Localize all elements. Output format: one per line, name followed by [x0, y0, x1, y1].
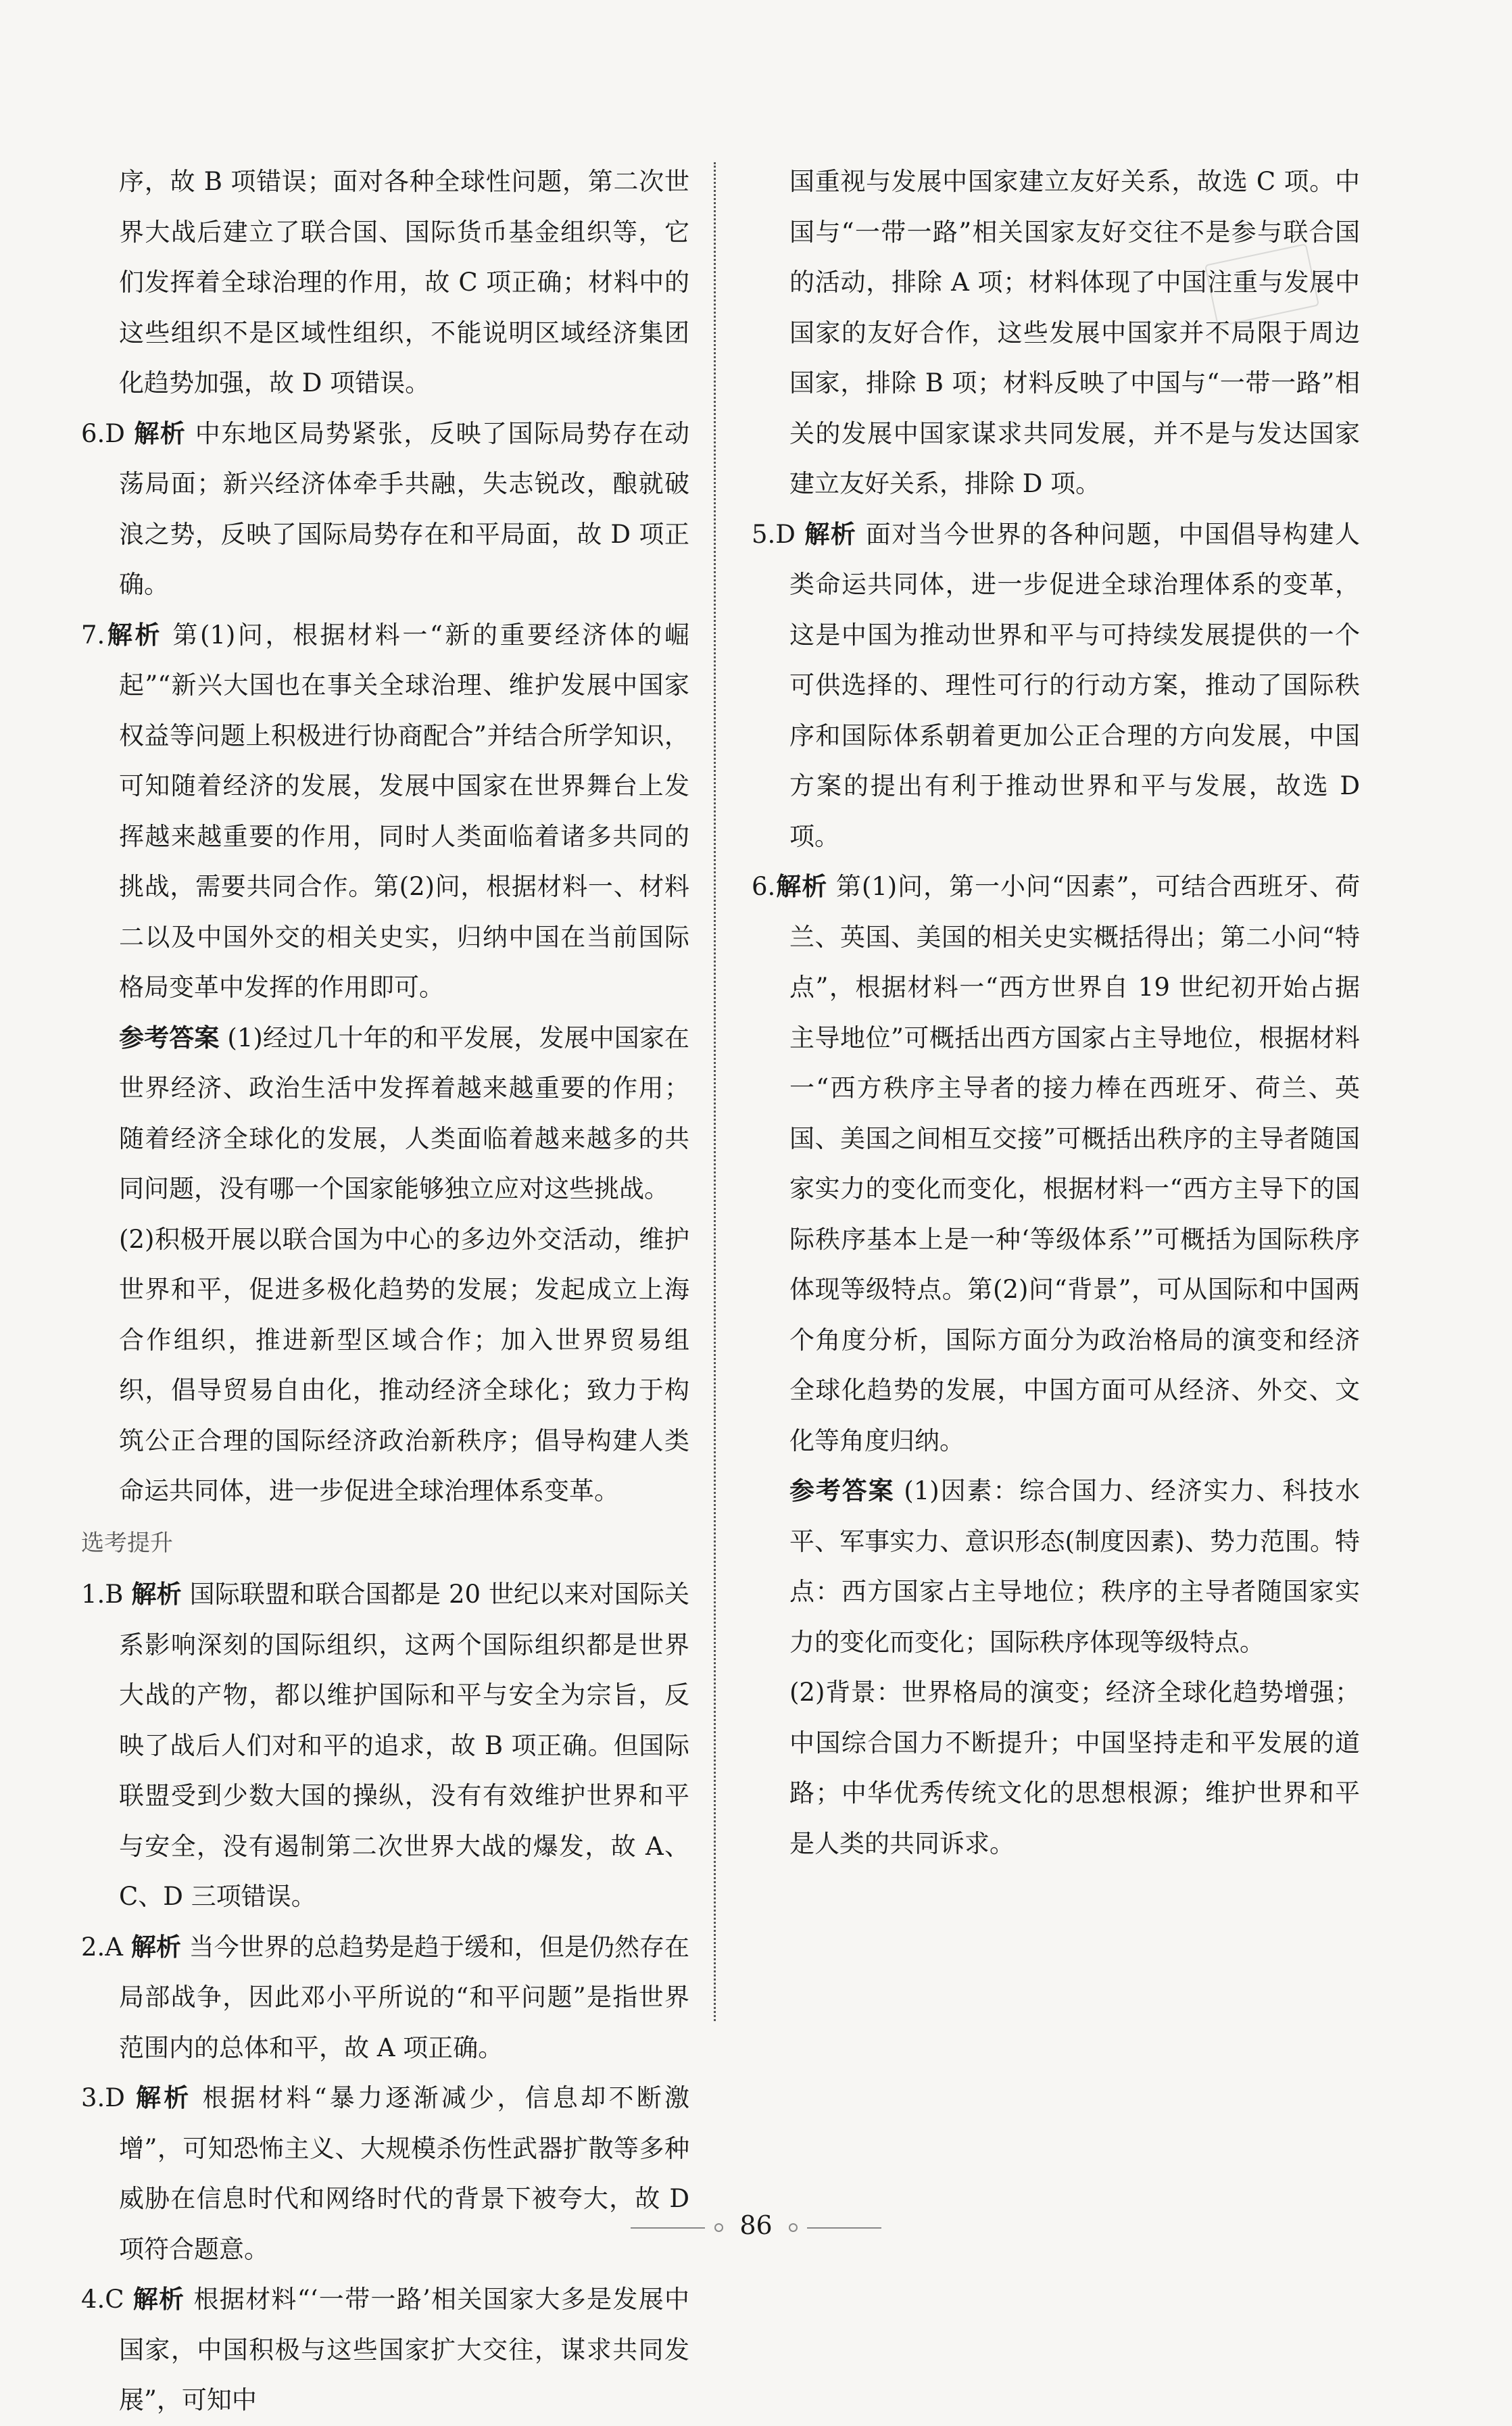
item-label: 解析 — [131, 1580, 182, 1609]
answer-item-s4 — [81, 2275, 689, 2426]
footer-rule-right — [807, 2227, 881, 2229]
item-label: 解析 — [105, 620, 163, 650]
paragraph: 国重视与发展中国家建立友好关系，故选 C 项。中国与“一带一路”相关国家友好交往不是参与联合国的活动，排除 A 项；材料体现了中国注重与发展中国家的友好合作，这些发展中国家并不局限于周边国家，排除 B 项；材料反映了中国与“一带一路”相关的发展中国家谋求共同发展，并不是与发达国家建立友好关系，排除 D 项。 — [789, 167, 1360, 498]
right-column — [752, 157, 1360, 1869]
item-label: 解析 — [775, 872, 828, 901]
item-number: 2.A — [81, 1932, 124, 1962]
footer-dot-left — [714, 2223, 723, 2232]
item-text: 根据材料“‘一带一路’相关国家大多是发展中国家，中国积极与这些国家扩大交往，谋求共同发展”，可知中 — [119, 2285, 690, 2415]
item-label: 解析 — [134, 418, 187, 448]
reference-answer-2: (2)背景：世界格局的演变；经济全球化趋势增强；中国综合国力不断提升；中国坚持走和平发展的道路；中华优秀传统文化的思想根源；维护世界和平是人类的共同诉求。 — [789, 1678, 1360, 1858]
item-text: 国际联盟和联合国都是 20 世纪以来对国际关系影响深刻的国际组织，这两个国际组织都是世界大战的产物，都以维护国际和平与安全为宗旨，反映了战后人们对和平的追求，故 B 项正确。但国际联盟受到少数大国的操纵，没有有效维护世界和平与安全，没有遏制第二次世界大战的爆发，故 A、C、D 三项错误。 — [119, 1580, 690, 1911]
reference-answer — [752, 1466, 1360, 1668]
item-text: 根据材料“暴力逐渐减少，信息却不断激增”，可知恐怖主义、大规模杀伤性武器扩散等多种威胁在信息时代和网络时代的背景下被夸大，故 D 项符合题意。 — [119, 2083, 689, 2264]
item-text: 第(1)问，第一小问“因素”，可结合西班牙、荷兰、英国、美国的相关史实概括得出；第二小问“特点”，根据材料一“西方世界自 19 世纪初开始占据主导地位”可概括出西方国家占主导地位，根据材料一“西方秩序主导者的接力棒在西班牙、荷兰、英国、美国之间相互交接”可概括出秩序的主导者随国家实力的变化而变化，根据材料一“西方主导下的国际秩序基本上是一种‘等级体系’”可概括为国际秩序体现等级特点。第(2)问“背景”，可从国际和中国两个角度分析，国际方面分为政治格局的演变和经济全球化趋势的发展，中国方面可从经济、外交、文化等角度归纳。 — [789, 872, 1361, 1455]
page-footer — [0, 2210, 1512, 2251]
item-text: 第(1)问，根据材料一“新的重要经济体的崛起”“新兴大国也在事关全球治理、维护发展中国家权益等问题上积极进行协商配合”并结合所学知识，可知随着经济的发展，发展中国家在世界舞台上发挥越来越重要的作用，同时人类面临着诸多共同的挑战，需要共同合作。第(2)问，根据材料一、材料二以及中国外交的相关史实，归纳中国在当前国际格局变革中发挥的作用即可。 — [119, 620, 690, 1002]
answer-item-s1 — [81, 1570, 689, 1922]
item-label: 解析 — [130, 1932, 181, 1962]
paragraph: 序，故 B 项错误；面对各种全球性问题，第二次世界大战后建立了联合国、国际货币基金组织等，它们发挥着全球治理的作用，故 C 项正确；材料中的这些组织不是区域性组织，不能说明区域经济集团化趋势加强，故 D 项错误。 — [119, 167, 689, 397]
item-number: 7. — [81, 620, 105, 650]
item-number: 4.C — [81, 2285, 124, 2314]
answer-label: 参考答案 — [119, 1023, 220, 1052]
answer-item-6 — [81, 409, 689, 610]
left-column — [81, 157, 689, 2426]
item-number: 1.B — [81, 1580, 124, 1609]
item-number: 3.D — [81, 2083, 125, 2112]
answer-item-7 — [81, 610, 689, 1013]
section-heading: 选考提升 — [81, 1529, 173, 1557]
answer-text: (1)经过几十年的和平发展，发展中国家在世界经济、政治生活中发挥着越来越重要的作用；随着经济全球化的发展，人类面临着越来越多的共同问题，没有哪一个国家能够独立应对这些挑战。 — [119, 1023, 689, 1203]
item-label: 解析 — [804, 519, 857, 549]
item-number: 6. — [752, 872, 776, 901]
item-label: 解析 — [132, 2285, 185, 2314]
item-text: 中东地区局势紧张，反映了国际局势存在动荡局面；新兴经济体牵手共融，失志锐改，酿就破浪之势，反映了国际局势存在和平局面，故 D 项正确。 — [119, 418, 690, 599]
footer-rule-left — [631, 2227, 705, 2229]
item-text: 当今世界的总趋势是趋于缓和，但是仍然存在局部战争，因此邓小平所说的“和平问题”是指世界范围内的总体和平，故 A 项正确。 — [119, 1932, 690, 2062]
answer-item-s5 — [752, 510, 1360, 863]
answer-item-s2 — [81, 1922, 689, 2074]
answer-label: 参考答案 — [789, 1476, 895, 1505]
item-text: 面对当今世界的各种问题，中国倡导构建人类命运共同体，进一步促进全球治理体系的变革，这是中国为推动世界和平与可持续发展提供的一个可供选择的、理性可行的行动方案，推动了国际秩序和国际体系朝着更加公正合理的方向发展，中国方案的提出有利于推动世界和平与发展，故选 D 项。 — [789, 519, 1361, 851]
reference-answer — [81, 1013, 689, 1215]
item-number: 5.D — [752, 519, 796, 549]
reference-answer-2: (2)积极开展以联合国为中心的多边外交活动，维护世界和平，促进多极化趋势的发展；发起成立上海合作组织，推进新型区域合作；加入世界贸易组织，倡导贸易自由化，推动经济全球化；致力于构筑公正合理的国际经济政治新秩序；倡导构建人类命运共同体，进一步促进全球治理体系变革。 — [119, 1224, 689, 1505]
page-number: 86 — [739, 2210, 773, 2240]
item-label: 解析 — [136, 2083, 192, 2112]
item-number: 6.D — [81, 418, 125, 448]
answer-text: (1)因素：综合国力、经济实力、科技水平、军事实力、意识形态(制度因素)、势力范围。特点：西方国家占主导地位；秩序的主导者随国家实力的变化而变化；国际秩序体现等级特点。 — [789, 1476, 1361, 1657]
column-divider — [714, 162, 716, 2021]
footer-dot-right — [789, 2223, 798, 2232]
answer-item-s6 — [752, 862, 1360, 1466]
